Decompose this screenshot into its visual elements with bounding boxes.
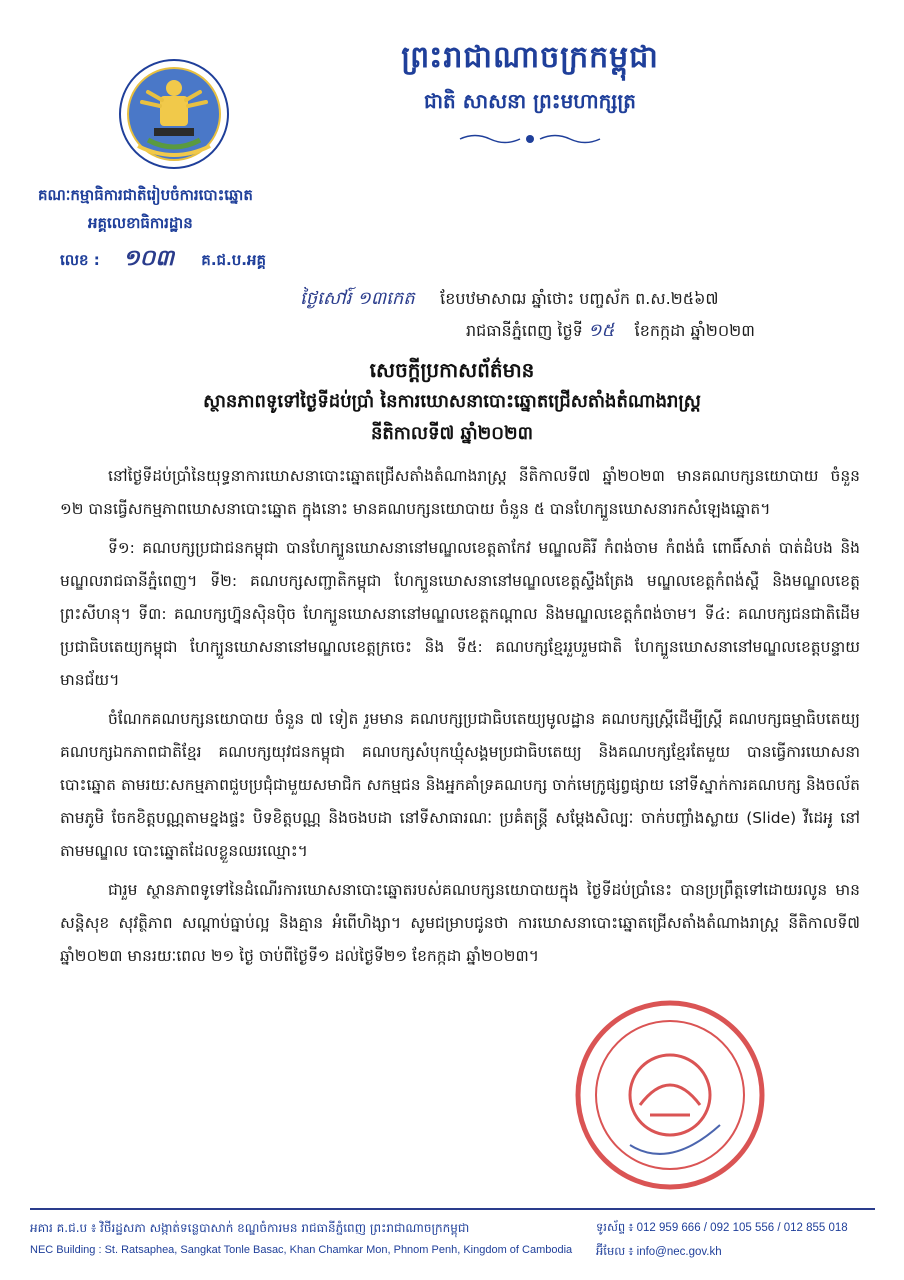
doc-subtitle-term: នីតិកាលទី៧ ឆ្នាំ២០២៣: [370, 423, 534, 444]
reference-row: [60, 244, 266, 276]
footer-address-en: NEC Building : St. Ratsaphea, Sangkat Tonle Basac, Khan Chamkar Mon, Phnom Penh, Kingdom of Cambodia: [30, 1244, 573, 1256]
ref-number: ១០៣: [123, 246, 175, 271]
ref-suffix: គ.ជ.ប.អគ្គ: [201, 251, 266, 269]
lunar-date: [300, 286, 860, 313]
doc-title: សេចក្តីប្រកាសព័ត៌មាន: [369, 358, 535, 382]
lunar-date-text: ខែបឋមាសាឍ ឆ្នាំថោះ បញ្ចស័ក ព.ស.២៥៦៧: [440, 289, 719, 308]
solar-date-day: ១៥: [587, 320, 615, 341]
paragraph-3: ចំណែកគណបក្សនយោបាយ ចំនួន ៧ ទៀត រួមមាន គណបក្សប្រជាធិបតេយ្យមូលដ្ឋាន គណបក្សស្ត្រីដើម្បីស្ត្រី គណបក្សធម្មាធិបតេយ្យ គណបក្សឯកភាពជាតិខ្មែរ គណបក្សយុវជនកម្ពុជា គណបក្សសំបុកឃ្មុំសង្គមប្រជាធិបតេយ្យ និងគណបក្សខ្មែរតែមួយ បានធ្វើការឃោសនាបោះឆ្នោត តាមរយៈសកម្មភាពជួបប្រជុំជាមួយសមាជិក សកម្មជន និងអ្នកគាំទ្រគណបក្ស ចាក់មេក្រូផ្សព្វផ្សាយ នៅទីស្នាក់ការគណបក្ស និងចល័តតាមភូមិ ចែកខិត្តបណ្ណតាមខ្នងផ្ទះ បិទខិត្តបណ្ណ និងចងបដា នៅទីសាធារណៈ ប្រគំតន្ត្រី សម្តែងសិល្បៈ ចាក់បញ្ចាំងស្លាយ (Slide) វីដេអូ នៅតាមមណ្ឌល បោះឆ្នោតដែលខ្លួនឈរឈ្មោះ។: [60, 710, 860, 860]
solar-date-suffix: ខែកក្កដា ឆ្នាំ២០២៣: [634, 321, 755, 340]
official-stamp: [570, 995, 770, 1195]
national-motto: ជាតិ សាសនា ព្រះមហាក្សត្រ: [424, 89, 636, 113]
kingdom-title: ព្រះរាជាណាចក្រកម្ពុជា: [401, 40, 659, 75]
paragraph-4: ជារួម ស្ថានភាពទូទៅនៃដំណើរការឃោសនាបោះឆ្នោតរបស់គណបក្សនយោបាយក្នុង ថ្ងៃទីដប់ប្រាំនេះ បានប្រព្រឹត្តទៅដោយរលូន មានសន្តិសុខ សុវត្ថិភាព សណ្តាប់ធ្នាប់ល្អ និងគ្មាន អំពើហិង្សា។ សូមជម្រាបជូនថា ការឃោសនាបោះឆ្នោតជ្រើសតាំងតំណាងរាស្ត្រ នីតិកាលទី៧ ឆ្នាំ២០២៣ មានរយៈពេល ២១ ថ្ងៃ ចាប់ពីថ្ងៃទី១ ដល់ថ្ងៃទី២១ ខែកក្កដា ឆ្នាំ២០២៣។: [60, 881, 860, 965]
org-name: គណៈកម្មាធិការជាតិរៀបចំការបោះឆ្នោត: [38, 186, 253, 204]
ref-label: លេខ :: [60, 251, 100, 269]
paragraph-1: នៅថ្ងៃទីដប់ប្រាំនៃយុទ្ធនាការឃោសនាបោះឆ្នោតជ្រើសតាំងតំណាងរាស្ត្រ នីតិកាលទី៧ ឆ្នាំ២០២៣ មានគណបក្សនយោបាយ ចំនួន ១២ បានធ្វើសកម្មភាពឃោសនាបោះឆ្នោត ក្នុងនោះ មានគណបក្សនយោបាយ ចំនួន ៥ បានហែក្បួនឃោសនារកសំឡេងឆ្នោត។: [60, 467, 860, 518]
ornament-divider: [455, 132, 605, 146]
footer-divider: [30, 1208, 875, 1210]
nec-seal-logo: [118, 58, 230, 170]
paragraph-2: ទី១: គណបក្សប្រជាជនកម្ពុជា បានហែក្បួនឃោសនានៅមណ្ឌលខេត្តតាកែវ មណ្ឌលគិរី កំពង់ចាម កំពង់ធំ ពោធិ៍សាត់ បាត់ដំបង និងមណ្ឌលរាជធានីភ្នំពេញ។ ទី២: គណបក្សសញ្ជាតិកម្ពុជា ហែក្បួនឃោសនានៅមណ្ឌលខេត្តស្ទឹងត្រែង មណ្ឌលខេត្តកំពង់ស្ពឺ និងមណ្ឌលខេត្តព្រះសីហនុ។ ទី៣: គណបក្សហ្វ៊ុនស៊ិនប៉ិច ហែក្បួនឃោសនានៅមណ្ឌលខេត្តកណ្តាល និងមណ្ឌលខេត្តកំពង់ចាម។ ទី៤: គណបក្សជនជាតិដើមប្រជាធិបតេយ្យកម្ពុជា ហែក្បួនឃោសនានៅមណ្ឌលខេត្តក្រចេះ និង ទី៥: គណបក្សខ្មែររួបរួមជាតិ ហែក្បួនឃោសនានៅមណ្ឌលខេត្តបន្ទាយមានជ័យ។: [60, 539, 860, 689]
footer-email[interactable]: អ៊ីមែល ៖ info@nec.gov.kh: [596, 1246, 722, 1258]
org-department: អគ្គលេខាធិការដ្ឋាន: [88, 214, 193, 232]
solar-date: [466, 318, 755, 345]
doc-subtitle: ស្ថានភាពទូទៅថ្ងៃទីដប់ប្រាំ នៃការឃោសនាបោះឆ្នោតជ្រើសតាំងតំណាងរាស្ត្រ: [203, 391, 701, 412]
footer-phone: ទូរស័ព្ទ ៖ 012 959 666 / 092 105 556 / 012 855 018: [596, 1222, 848, 1234]
footer-address-kh: អគារ គ.ជ.ប ៖ វិថីរដ្ឋសភា សង្កាត់ទន្លេបាសាក់ ខណ្ឌចំការមន រាជធានីភ្នំពេញ ព្រះរាជាណាចក្រកម្ពុជា: [30, 1221, 470, 1235]
body-text: [60, 460, 860, 979]
lunar-date-handwritten: ថ្ងៃសៅរ៍ ១៣កេត: [300, 288, 415, 309]
solar-date-prefix: រាជធានីភ្នំពេញ ថ្ងៃទី: [466, 321, 583, 340]
